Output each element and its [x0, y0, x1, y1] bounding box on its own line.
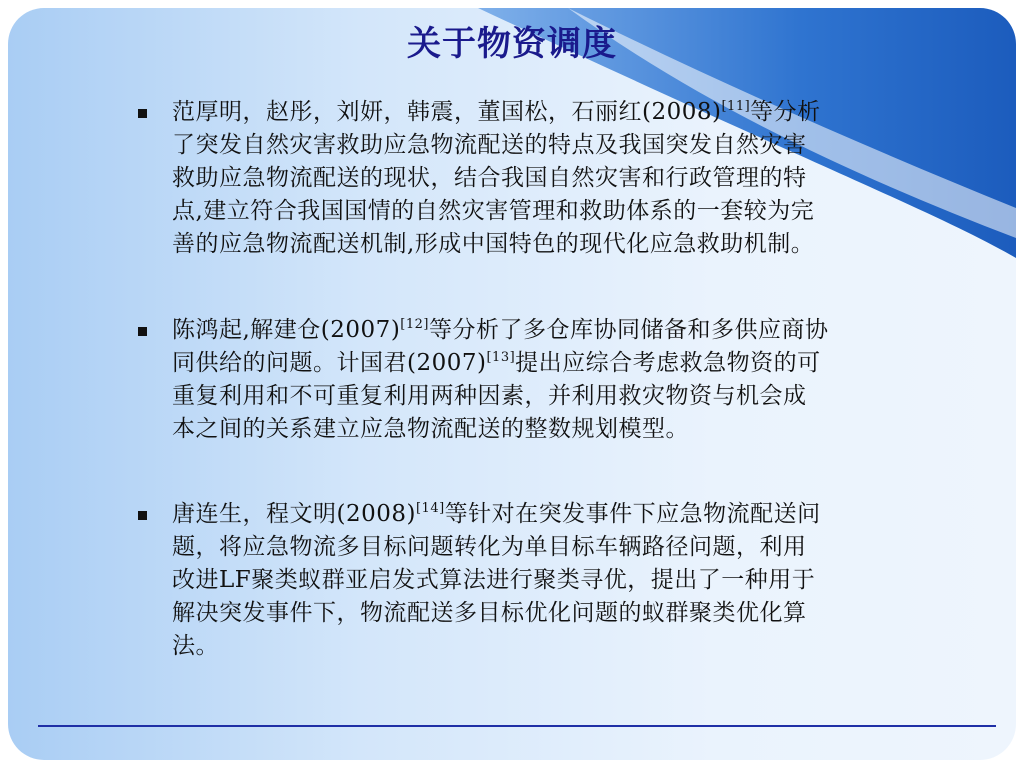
bullet-text-segment: 陈鸿起,解建仓(2007) [172, 317, 401, 343]
bullet-text-segment: 唐连生，程文明(2008) [172, 501, 416, 527]
footer-divider [38, 725, 996, 727]
bullet-marker [138, 511, 147, 520]
bullet-text-segment: 等分析了多仓库协同储备和多供应商协 同供给的问题。计国君(2007) [172, 317, 829, 376]
bullet-text-segment: 范厚明，赵彤，刘妍，韩震，董国松，石丽红(2008) [172, 99, 722, 125]
bullet-marker [138, 109, 147, 118]
citation-marker: [11] [721, 99, 751, 114]
bullet-text-segment: 等分析 了突发自然灾害救助应急物流配送的特点及我国突发自然灾害 救助应急物流配送的现状，结合我国自然灾害和行政管理的特 点,建立符合我国国情的自然灾害管理和救助体系的一套较为完 善的应急物流配送机制,形成中国特色的现代化应急救助机制。 [172, 99, 821, 257]
slide-title: 关于物资调度 [407, 24, 617, 64]
citation-marker: [14] [415, 501, 445, 516]
bullet-text [172, 314, 968, 446]
bullet-item [138, 314, 968, 446]
bullet-text [172, 96, 968, 261]
citation-marker: [13] [486, 350, 516, 365]
citation-marker: [12] [400, 317, 429, 332]
bullet-text-segment: 提出应综合考虑救急物资的可 重复利用和不可重复利用两种因素，并利用救灾物资与机会成 本之间的关系建立应急物流配送的整数规划模型。 [172, 350, 821, 442]
bullet-item [138, 96, 968, 261]
bullet-marker [138, 327, 147, 336]
bullet-text [172, 498, 968, 663]
bullet-item [138, 498, 968, 663]
bullet-text-segment: 等针对在突发事件下应急物流配送问 题，将应急物流多目标问题转化为单目标车辆路径问题，利用 改进LF聚类蚁群亚启发式算法进行聚类寻优，提出了一种用于 解决突发事件下，物流配送多目标优化问题的蚁群聚类优化算 法。 [172, 501, 821, 659]
